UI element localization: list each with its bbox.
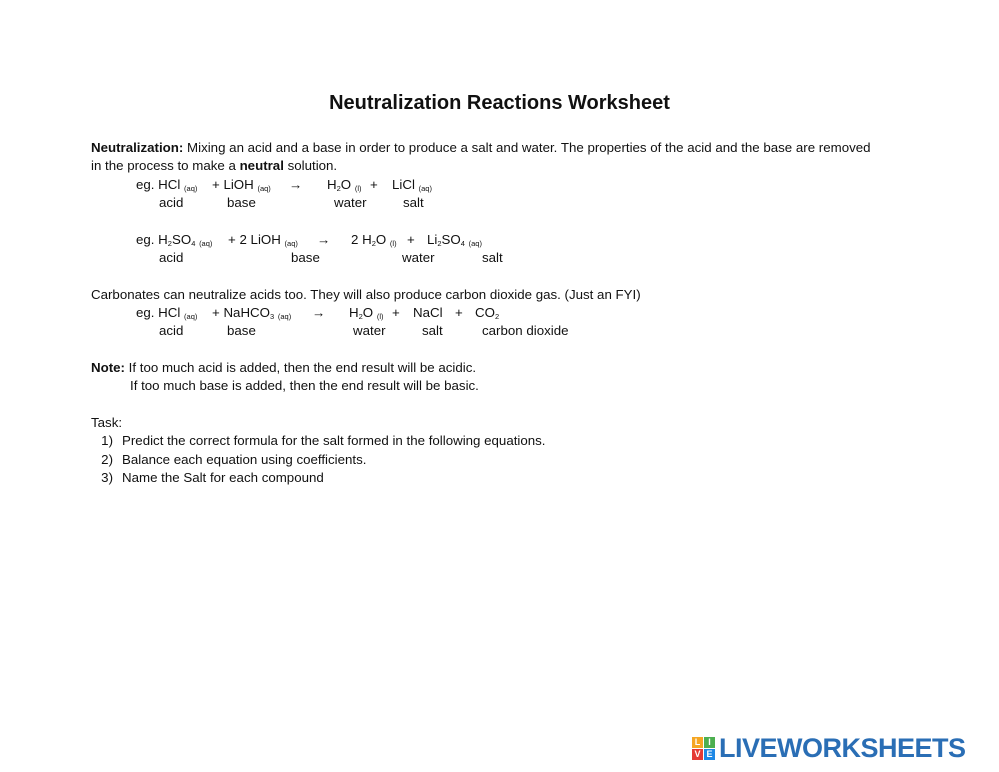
example-3-plus-2: + (455, 305, 463, 320)
intro-text-3: solution. (283, 158, 338, 173)
example-2-water-formula: 2 $H_2O$ $_{(l)}$ (351, 232, 397, 248)
example-3-co2: $CO_2$ (475, 305, 500, 321)
intro-line-1 (91, 141, 871, 154)
logo-text: LIVEWORKSHEETS (719, 732, 966, 763)
example-1-label-water: water (334, 195, 367, 210)
example-3-water-formula: $H_2O$ $_{(l)}$ (349, 305, 384, 321)
logo-letter-l: L (692, 737, 703, 748)
example-3-label-salt: salt (422, 323, 443, 338)
example-3-label-water: water (353, 323, 386, 338)
example-1-label-acid: acid (159, 195, 184, 210)
example-1-lioh: + LiOH $_{(aq)}$ (212, 177, 271, 193)
page-title: Neutralization Reactions Worksheet (329, 92, 670, 114)
task-item-1: 1) Predict the correct formula for the salt formed in the following equations. (101, 433, 546, 448)
example-3-arrow: → (312, 305, 326, 320)
example-1-water-formula: $H_2O$ $_{(l)}$ (327, 177, 362, 193)
neutral-word: neutral (239, 158, 284, 173)
note-label: Note: (91, 360, 125, 375)
example-3-nacl: NaCl (413, 305, 443, 320)
example-1-label-base: base (227, 195, 256, 210)
task-item-3: 3) Name the Salt for each compound (101, 470, 324, 485)
example-2-lioh: + 2 LiOH $_{(aq)}$ (228, 232, 298, 248)
example-3-label-base: base (227, 323, 256, 338)
task-item-2: 2) Balance each equation using coefficients. (101, 452, 367, 467)
example-1-eg: eg. HCl $_{(aq)}$ (136, 177, 198, 193)
example-3-plus: + (392, 305, 400, 320)
example-2-label-base: base (291, 250, 320, 265)
logo-letter-i: I (704, 737, 715, 748)
logo-letter-v: V (692, 749, 703, 760)
example-3-label-carbon-dioxide: carbon dioxide (482, 323, 569, 338)
example-2-label-acid: acid (159, 250, 184, 265)
example-3-eg: eg. HCl $_{(aq)}$ (136, 305, 198, 321)
example-1-arrow: → (289, 177, 303, 192)
logo-icon (692, 737, 715, 760)
example-3-nahco3: + NaHCO$_3$ $_{(aq)}$ (212, 305, 292, 321)
example-3-label-acid: acid (159, 323, 184, 338)
logo-letter-e: E (704, 749, 715, 760)
carbonates-text: Carbonates can neutralize acids too. They will also produce carbon dioxide gas. (Just an FYI) (91, 287, 641, 302)
note-text-1: If too much acid is added, then the end result will be acidic. (124, 360, 477, 375)
example-1-salt-formula: LiCl $_{(aq)}$ (392, 177, 432, 193)
example-2-label-water: water (402, 250, 435, 265)
liveworksheets-logo (692, 732, 966, 763)
example-2-salt-formula: $Li_2SO_4$ $_{(aq)}$ (427, 232, 482, 248)
intro-text-1: Mixing an acid and a base in order to produce a salt and water. The properties of the acid and the base are removed (183, 140, 871, 155)
example-2-plus: + (407, 232, 415, 247)
example-1-plus: + (370, 177, 378, 192)
example-2-label-salt: salt (482, 250, 503, 265)
example-1-label-salt: salt (403, 195, 424, 210)
task-label: Task: (91, 415, 123, 430)
example-2-arrow: → (317, 232, 331, 247)
note-line-2: If too much base is added, then the end result will be basic. (130, 378, 479, 393)
note-line-1 (91, 361, 476, 374)
neutralization-term: Neutralization: (91, 140, 184, 155)
intro-line-2 (91, 159, 337, 172)
example-2-eg: eg. $H_2SO_4$ $_{(aq)}$ (136, 232, 213, 248)
intro-text-2: in the process to make a (91, 158, 240, 173)
